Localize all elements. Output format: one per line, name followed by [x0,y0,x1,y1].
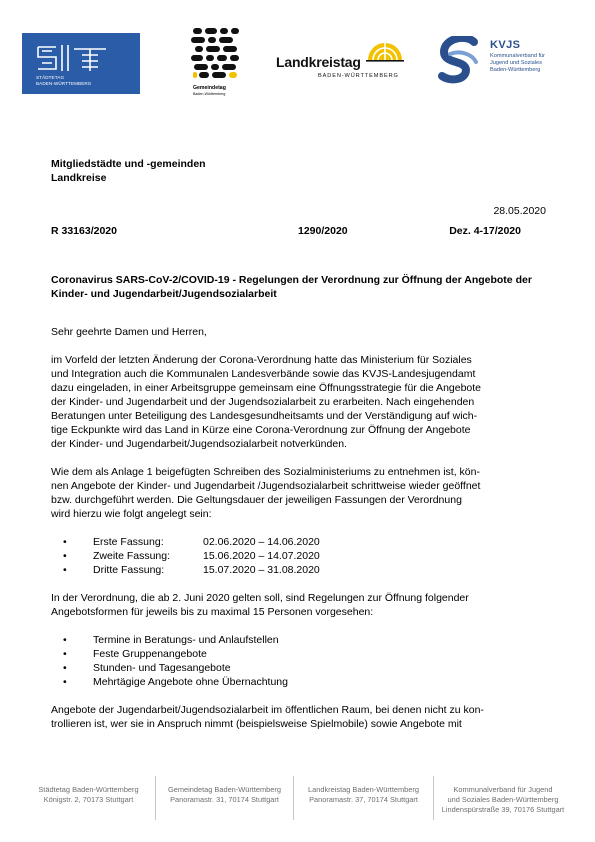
footer-line: Lindenspürstraße 39, 70176 Stuttgart [441,805,565,815]
landkreistag-emblem [366,34,404,64]
bullet-icon: • [63,676,67,688]
paragraph-line: Angebotsformen für jeweils bis zu maximal 15 Personen vorgesehen: [51,606,374,618]
paragraph-line: dazu eingeladen, in einer Arbeitsgruppe gemeinsam eine Öffnungsstrategie für die Angebote [51,382,482,394]
landkreistag-sub: BADEN-WÜRTTEMBERG [318,73,399,79]
paragraph-line: Angebote der Jugendarbeit/Jugendsozialarbeit im öffentlichen Raum, bei denen nicht zu kon- [51,704,484,716]
paragraph-line: und Integration auch die Kommunalen Landesverbände sowie das KVJS-Landesjugendamt [51,368,476,380]
letter-date: 28.05.2020 [493,205,546,217]
paragraph-line: Beratungen unter Beteiligung des Landesgesundheitsamts und der Verständigung auf wich- [51,410,478,422]
footer [22,776,572,820]
staedtetag-emblem [36,43,108,73]
phase-label: Zweite Fassung: [93,550,171,562]
phase-list [51,535,548,577]
offer-type: Termine in Beratungs- und Anlaufstellen [93,634,279,646]
salutation: Sehr geehrte Damen und Herren, [51,326,207,338]
staedtetag-label [36,75,91,86]
gemeindetag-logo [188,28,244,100]
bullet-icon: • [63,536,67,548]
paragraph-line: tige Eckpunkte wird das Land in Kürze eine Corona-Verordnung zur Öffnung der Angebote [51,424,471,436]
logo-row [0,28,595,98]
list-item [51,633,548,647]
gemeindetag-emblem [191,28,241,78]
kvjs-sub-line3: Baden-Württemberg [490,67,541,74]
gemeindetag-name: Gemeindetag [193,85,226,91]
kvjs-name: KVJS [490,39,521,51]
list-item [51,549,548,563]
paragraph-line: im Vorfeld der letzten Änderung der Corona-Verordnung hatte das Ministerium für Soziales [51,354,472,366]
paragraph-line: Wie dem als Anlage 1 beigefügten Schreiben des Sozialministeriums zu entnehmen ist, kön- [51,466,480,478]
phase-range: 02.06.2020 – 14.06.2020 [203,536,320,548]
kvjs-sub [490,53,586,75]
recipients-line2: Landkreise [51,172,107,184]
reference-landkreistag: Dez. 4-17/2020 [449,225,521,237]
offer-type: Feste Gruppenangebote [93,648,207,660]
reference-line [51,225,545,239]
phase-range: 15.07.2020 – 31.08.2020 [203,564,320,576]
footer-column-landkreistag [293,776,433,820]
paragraph-line: nen Angebote der Kinder- und Jugendarbeit /Jugendsozialarbeit schrittweise wieder geöffnet [51,480,481,492]
paragraph-4 [51,703,548,731]
staedtetag-logo [22,33,140,94]
bullet-icon: • [63,648,67,660]
letter-body [51,325,548,731]
paragraph-3 [51,591,548,619]
footer-column-kvjs [433,776,572,820]
offer-type: Stunden- und Tagesangebote [93,662,231,674]
bullet-icon: • [63,662,67,674]
kvjs-sub-line2: Jugend und Soziales [490,60,542,67]
paragraph-2 [51,465,548,521]
subject-line: Coronavirus SARS-CoV-2/COVID-19 - Regelungen der Verordnung zur Öffnung der Angebote der Kinder- und Jugendarbeit/Jugendsozialarbeit [51,274,532,300]
footer-line: und Soziales Baden-Württemberg [447,795,559,805]
gemeindetag-sub: Baden-Württemberg [193,92,226,96]
footer-line: Panoramastr. 31, 70174 Stuttgart [170,795,279,805]
list-item [51,563,548,577]
phase-range: 15.06.2020 – 14.07.2020 [203,550,320,562]
recipients-line1: Mitgliedstädte und -gemeinden [51,158,206,170]
kvjs-emblem [436,36,482,88]
footer-line: Landkreistag Baden-Württemberg [308,785,419,794]
list-item [51,535,548,549]
footer-line: Kommunalverband für Jugend [453,785,553,794]
footer-column-gemeindetag [155,776,293,820]
landkreistag-logo [272,34,412,90]
phase-label: Dritte Fassung: [93,564,165,576]
kvjs-sub-line1: Kommunalverband für [490,53,546,59]
paragraph-line: bzw. durchgeführt werden. Die Geltungsdauer der jeweiligen Fassungen der Verordnung [51,494,462,506]
staedtetag-label-line2: BADEN-WÜRTTEMBERG [36,80,92,86]
paragraph-line: trollieren ist, wer sie in Anspruch nimmt (beispielsweise Spielmobile) sowie Angebote mit [51,718,462,730]
footer-line: Städtetag Baden-Württemberg [38,785,139,794]
bullet-icon: • [63,550,67,562]
reference-staedtetag: R 33163/2020 [51,225,117,237]
footer-line: Königstr. 2, 70173 Stuttgart [43,795,134,805]
offer-type: Mehrtägige Angebote ohne Übernachtung [93,676,288,688]
paragraph-line: der Kinder- und Jugendarbeit und der Jugendsozialarbeit zu erarbeiten. Nach eingehenden [51,396,475,408]
kvjs-logo [436,36,586,96]
paragraph-line: In der Verordnung, die ab 2. Juni 2020 gelten soll, sind Regelungen zur Öffnung folgender [51,592,469,604]
staedtetag-label-line1: STÄDTETAG [36,75,65,80]
paragraph-line: wird hierzu wie folgt angelegt sein: [51,508,212,520]
footer-column-staedtetag [22,776,155,820]
phase-label: Erste Fassung: [93,536,164,548]
recipients [51,157,206,185]
landkreistag-name: Landkreistag [276,54,361,70]
offer-type-list [51,633,548,689]
paragraph-line: der Kinder- und Jugendarbeit/Jugendsozialarbeit notverkünden. [51,438,347,450]
footer-line: Panoramastr. 37, 70174 Stuttgart [309,795,418,805]
list-item [51,661,548,675]
paragraph-1 [51,353,548,451]
reference-gemeindetag: 1290/2020 [298,225,348,237]
bullet-icon: • [63,634,67,646]
list-item [51,647,548,661]
list-item [51,675,548,689]
bullet-icon: • [63,564,67,576]
footer-line: Gemeindetag Baden-Württemberg [168,785,281,794]
